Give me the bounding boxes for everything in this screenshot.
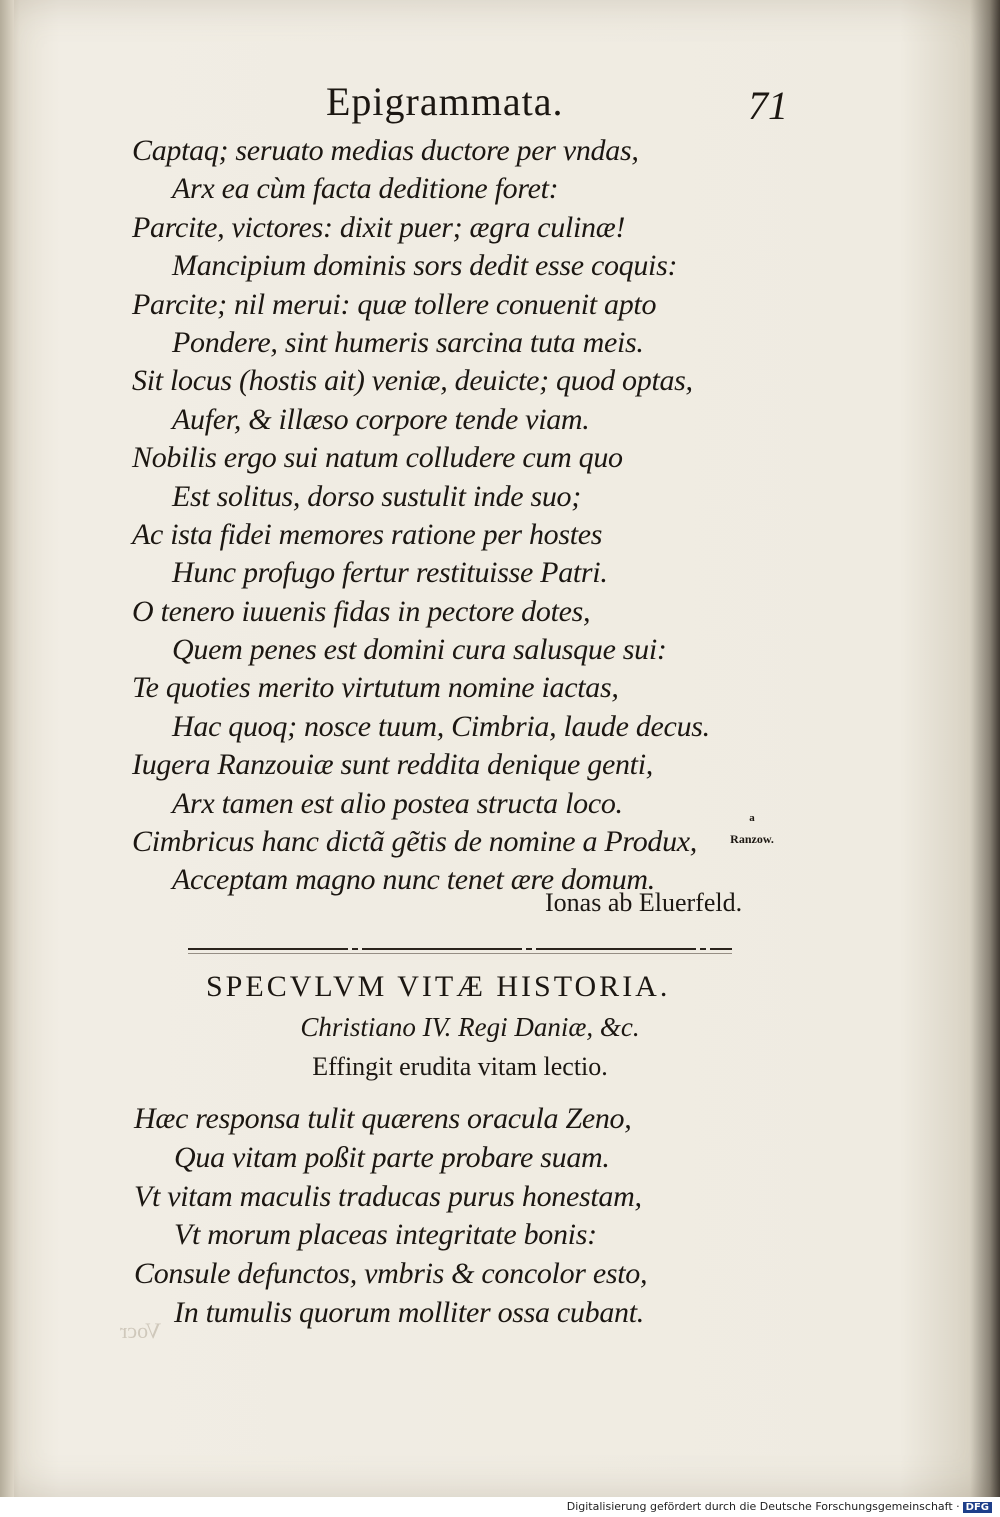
verse-line: Vt morum placeas integritate bonis:: [174, 1218, 597, 1252]
verse-line: Quem penes est domini cura salusque sui:: [172, 633, 667, 667]
footer-credit-text: Digitalisierung gefördert durch die Deutsche Forschungsgemeinschaft ·: [566, 1500, 960, 1513]
verse-line: Arx ea cùm facta deditione foret:: [172, 172, 559, 206]
verse-line: Cimbricus hanc dictã gẽtis de nomine a Produx,: [132, 825, 698, 859]
footer-credit: [567, 1500, 992, 1513]
marginal-note: [712, 812, 792, 847]
running-title: Epigrammata.: [326, 79, 564, 124]
verse-line: O tenero iuuenis fidas in pectore dotes,: [132, 594, 591, 628]
verse-line: Est solitus, dorso sustulit inde suo;: [172, 479, 581, 513]
section-divider-underline: [188, 953, 732, 954]
poem-1: [132, 132, 772, 900]
verse-line: Parcite, victores: dixit puer; ægra culinæ!: [132, 210, 626, 244]
verse-line: Nobilis ergo sui natum colludere cum quo: [132, 441, 623, 475]
dedication: Christiano IV. Regi Daniæ, &c.: [300, 1012, 640, 1042]
verse-line: Hac quoq; nosce tuum, Cimbria, laude decus.: [172, 709, 710, 743]
section-title: SPECVLVM VITÆ HISTORIA.: [206, 970, 671, 1003]
dfg-logo-icon: DFG: [963, 1502, 992, 1513]
verse-line: Hæc responsa tulit quærens oracula Zeno,: [134, 1102, 632, 1135]
verse-line: Ac ista fidei memores ratione per hostes: [132, 517, 603, 551]
section-divider: [188, 948, 732, 950]
verse-line: Parcite; nil merui: quæ tollere conuenit apto: [132, 287, 657, 321]
verse-line: Acceptam magno nunc tenet ære domum.: [172, 863, 655, 897]
page-spine-shadow: [0, 0, 14, 1497]
verse-line: Consule defunctos, vmbris & concolor esto,: [134, 1257, 648, 1291]
poem-2: [134, 1100, 754, 1333]
verse-line: Captaq; seruato medias ductore per vndas,: [132, 134, 639, 167]
bleed-through-text: Vocr: [120, 1318, 162, 1343]
verse-line: Qua vitam poßit parte probare suam.: [174, 1140, 610, 1174]
verse-line: Pondere, sint humeris sarcina tuta meis.: [172, 325, 644, 359]
verse-line: Sit locus (hostis ait) veniæ, deuicte; quod optas,: [132, 364, 693, 398]
verse-line: Te quoties merito virtutum nomine iactas,: [132, 671, 619, 705]
page-number: 71: [748, 83, 788, 128]
author-signature: Ionas ab Eluerfeld.: [545, 888, 743, 917]
verse-line: In tumulis quorum molliter ossa cubant.: [174, 1295, 644, 1329]
verse-line: Hunc profugo fertur restituisse Patri.: [172, 556, 608, 590]
verse-line: Aufer, & illæso corpore tende viam.: [172, 402, 590, 436]
verse-line: Vt vitam maculis traducas purus honestam,: [134, 1179, 642, 1213]
verse-line: Mancipium dominis sors dedit esse coquis:: [172, 249, 678, 283]
marginal-note-text: Ranzow.: [730, 832, 774, 846]
verse-line: Iugera Ranzouiæ sunt reddita denique genti,: [132, 748, 653, 782]
motto: Effingit erudita vitam lectio.: [312, 1052, 608, 1081]
verse-line: Arx tamen est alio postea structa loco.: [172, 786, 623, 820]
marginal-note-mark: a: [749, 812, 755, 824]
